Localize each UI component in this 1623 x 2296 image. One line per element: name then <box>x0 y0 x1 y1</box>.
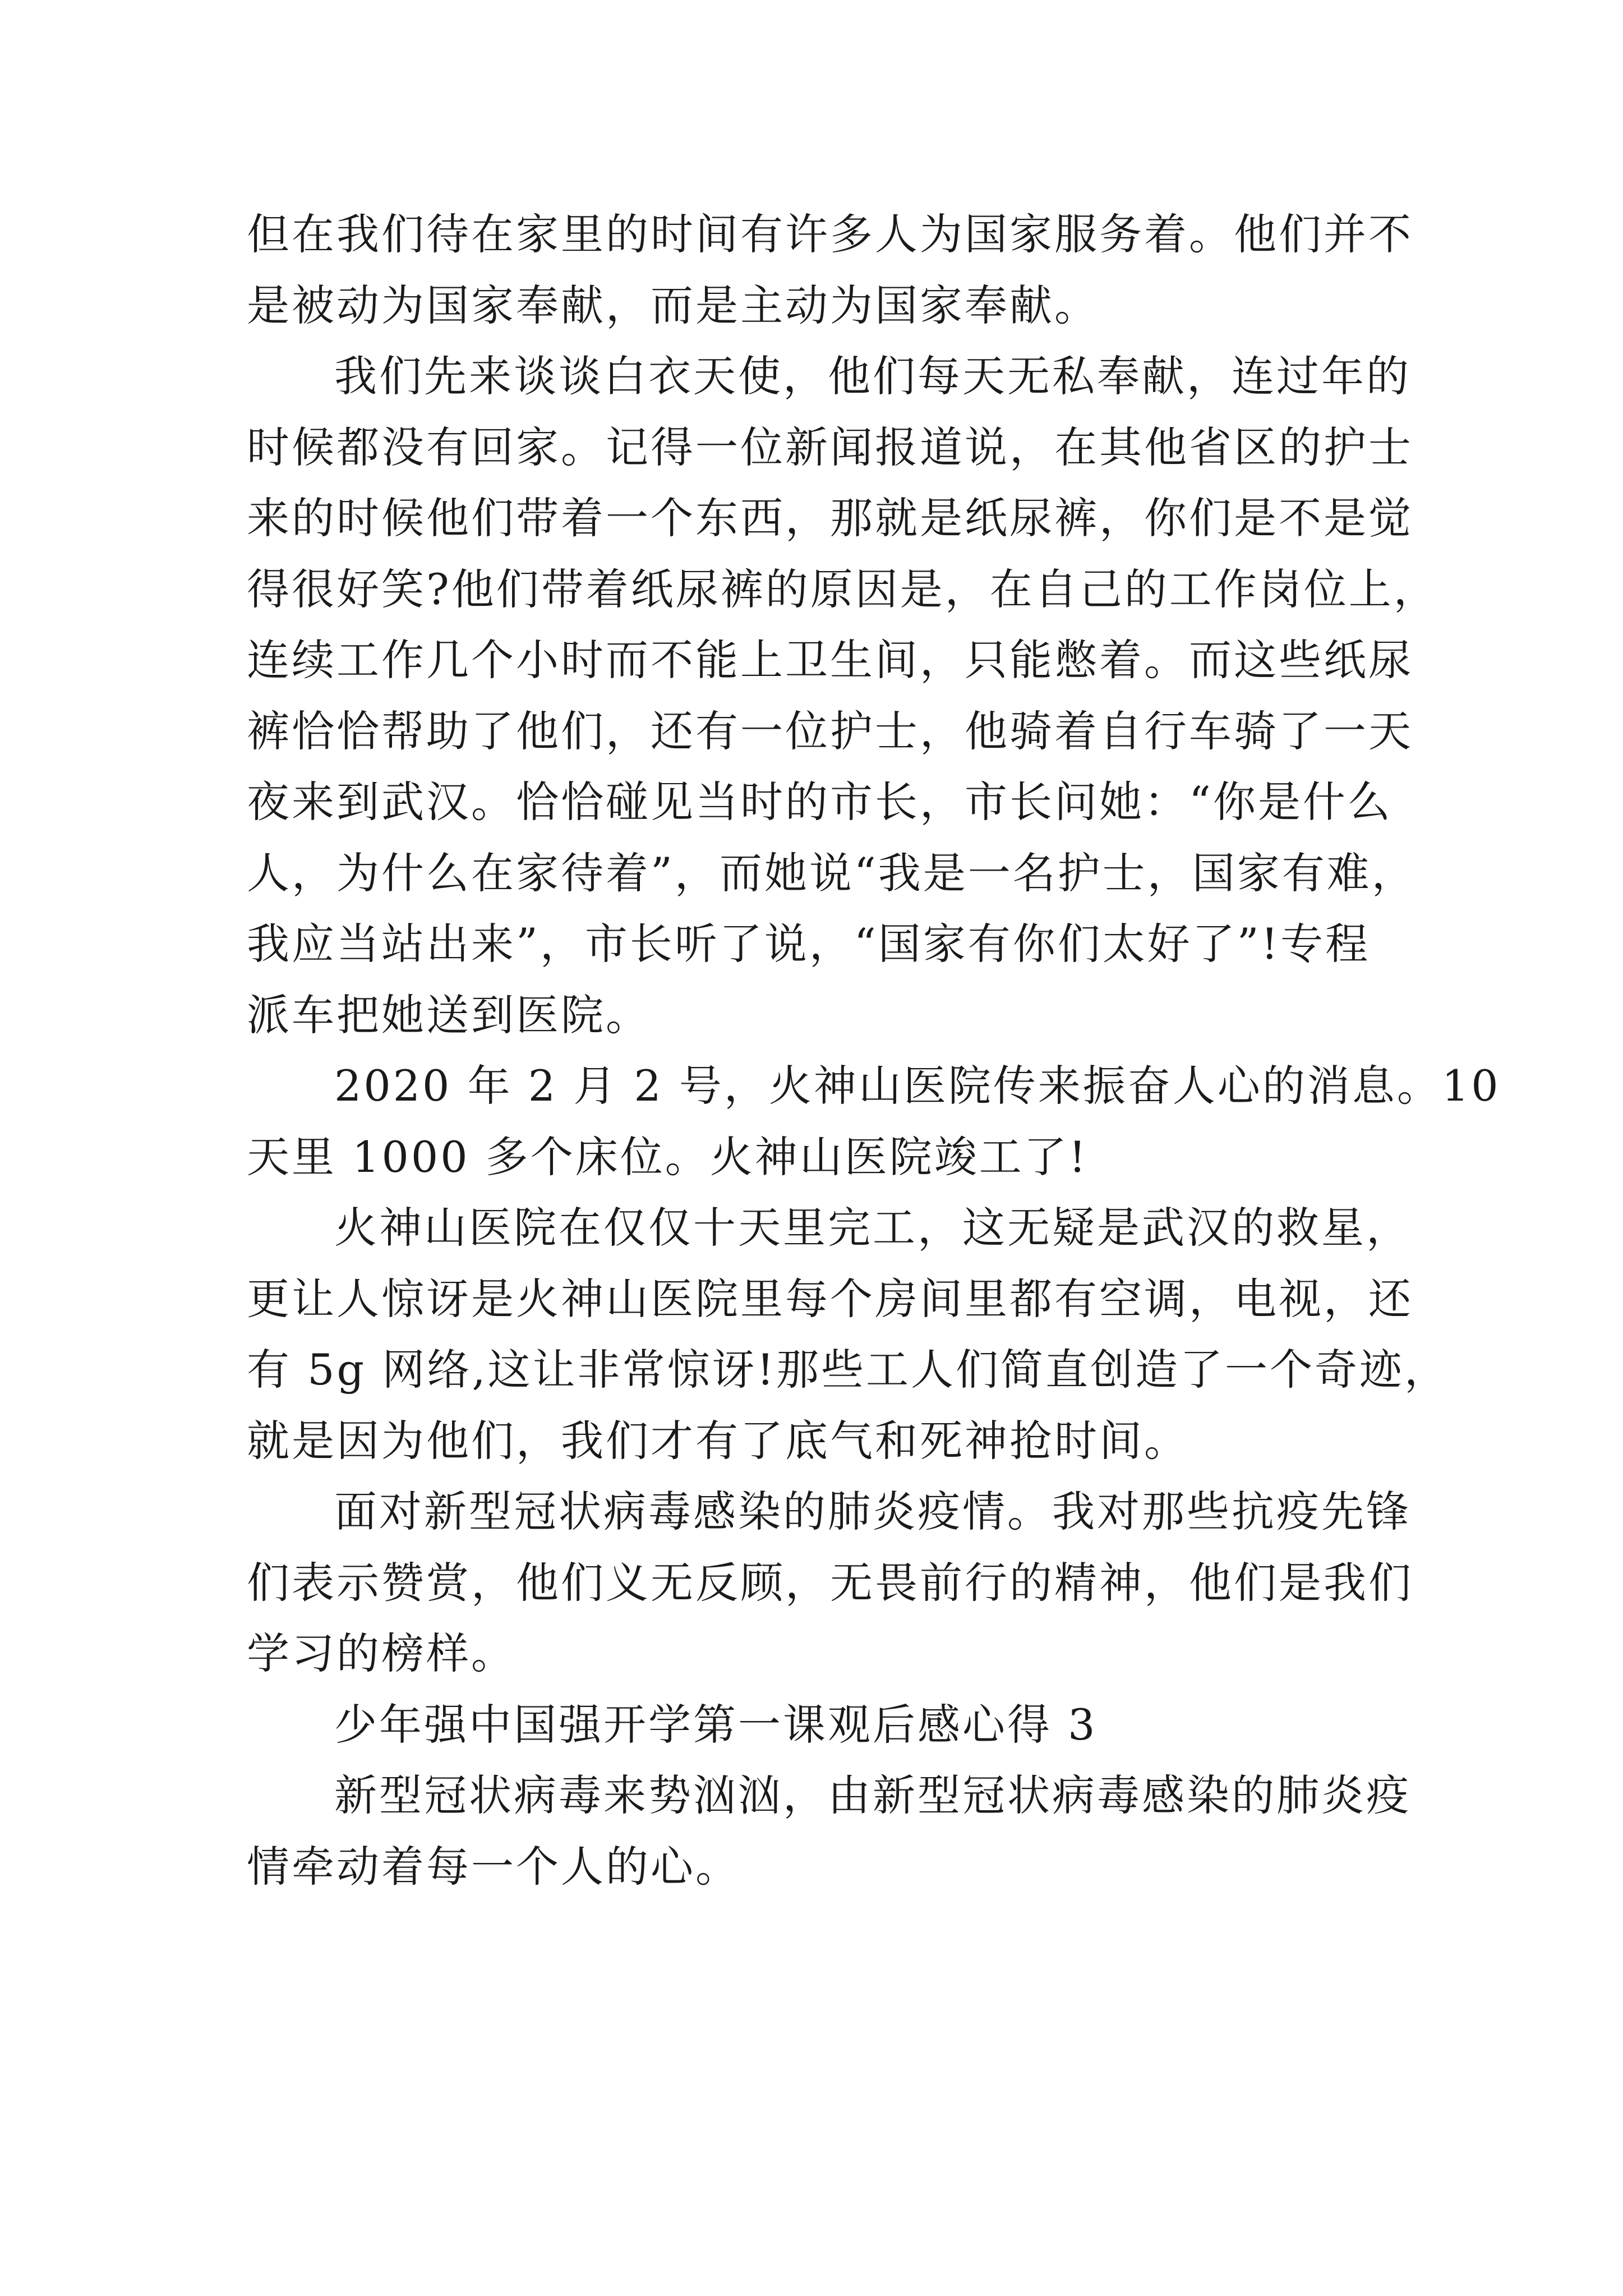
text-line: 人，为什么在家待着”，而她说“我是一名护士，国家有难， <box>247 848 1417 898</box>
text-line: 派车把她送到医院。 <box>247 990 651 1040</box>
text-line: 连续工作几个小时而不能上卫生间，只能憋着。而这些纸尿 <box>247 635 1413 685</box>
text-line: 夜来到武汉。恰恰碰见当时的市长，市长问她：“你是什么 <box>247 777 1393 827</box>
text-line: 就是因为他们，我们才有了底气和死神抢时间。 <box>247 1415 1189 1466</box>
text-line: 面对新型冠状病毒感染的肺炎疫情。我对那些抗疫先锋 <box>334 1487 1411 1536</box>
text-line: 但在我们待在家里的时间有许多人为国家服务着。他们并不 <box>247 209 1413 259</box>
text-line: 新型冠状病毒来势汹汹，由新型冠状病毒感染的肺炎疫 <box>334 1770 1411 1820</box>
text-line: 我应当站出来”，市长听了说，“国家有你们太好了”!专程 <box>247 919 1371 969</box>
text-line: 2020 年 2 月 2 号，火神山医院传来振奋人心的消息。10 <box>334 1061 1501 1111</box>
text-line: 更让人惊讶是火神山医院里每个房间里都有空调，电视，还 <box>247 1273 1413 1324</box>
text-line: 天里 1000 多个床位。火神山医院竣工了! <box>247 1131 1089 1182</box>
text-line: 情牵动着每一个人的心。 <box>247 1841 740 1892</box>
text-line: 得很好笑?他们带着纸尿裤的原因是，在自己的工作岗位上， <box>247 564 1438 614</box>
section-heading: 少年强中国强开学第一课观后感心得 3 <box>334 1699 1098 1750</box>
text-line: 火神山医院在仅仅十天里完工，这无疑是武汉的救星， <box>334 1203 1411 1253</box>
text-line: 来的时候他们带着一个东西，那就是纸尿裤，你们是不是觉 <box>247 493 1413 543</box>
text-line: 们表示赞赏，他们义无反顾，无畏前行的精神，他们是我们 <box>247 1557 1413 1608</box>
text-line: 我们先来谈谈白衣天使，他们每天无私奉献，连过年的 <box>334 351 1411 401</box>
text-line: 时候都没有回家。记得一位新闻报道说，在其他省区的护士 <box>247 422 1413 472</box>
text-line: 是被动为国家奉献，而是主动为国家奉献。 <box>247 280 1099 330</box>
text-line: 学习的榜样。 <box>247 1628 516 1678</box>
document-body <box>247 199 1501 1902</box>
text-line: 裤恰恰帮助了他们，还有一位护士，他骑着自行车骑了一天 <box>247 706 1413 756</box>
text-line: 有 5g 网络,这让非常惊讶!那些工人们简直创造了一个奇迹， <box>247 1345 1450 1395</box>
